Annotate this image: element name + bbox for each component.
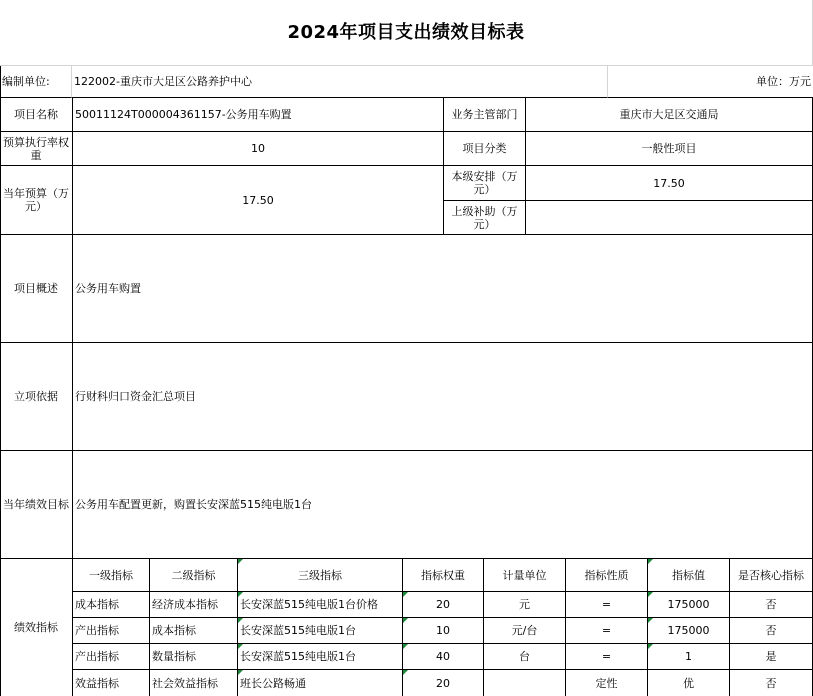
indicator-row1-value-text: 175000 bbox=[667, 598, 710, 611]
indicator-row4-level3-text: 班长公路畅通 bbox=[240, 676, 306, 690]
indicator-row4-level3 bbox=[238, 670, 403, 696]
local-allocation-value: 17.50 bbox=[526, 166, 813, 201]
indicator-row2-value-text: 175000 bbox=[667, 624, 710, 637]
comment-marker bbox=[648, 618, 653, 623]
indicator-row4-weight-text: 20 bbox=[436, 676, 450, 690]
budget-label: 当年预算（万元） bbox=[0, 166, 73, 235]
subsidy-value bbox=[526, 201, 813, 235]
indicator-header-level1: 一级指标 bbox=[73, 559, 150, 592]
overview-label: 项目概述 bbox=[0, 235, 73, 343]
indicator-row3-level1: 产出指标 bbox=[73, 644, 150, 670]
budget-value: 17.50 bbox=[73, 166, 444, 235]
indicator-row1-unit: 元 bbox=[484, 592, 566, 618]
comment-marker bbox=[648, 559, 653, 564]
indicator-header-level2: 二级指标 bbox=[150, 559, 238, 592]
overview-value: 公务用车购置 bbox=[73, 235, 813, 343]
indicator-row3-value bbox=[648, 644, 730, 670]
weight-value: 10 bbox=[73, 132, 444, 166]
comment-marker bbox=[403, 618, 408, 623]
comment-marker bbox=[648, 644, 653, 649]
unit-value: 122002-重庆市大足区公路养护中心 bbox=[72, 66, 608, 98]
indicator-header-weight: 指标权重 bbox=[403, 559, 484, 592]
indicator-row2-value bbox=[648, 618, 730, 644]
comment-marker bbox=[648, 592, 653, 597]
indicator-row4-nature: 定性 bbox=[566, 670, 648, 696]
indicator-row2-level2: 成本指标 bbox=[150, 618, 238, 644]
indicator-row2-weight-text: 10 bbox=[436, 624, 450, 637]
indicator-header-core: 是否核心指标 bbox=[730, 559, 813, 592]
indicator-row1-level3-text: 长安深蓝515纯电版1台价格 bbox=[240, 598, 378, 611]
indicator-row3-level2: 数量指标 bbox=[150, 644, 238, 670]
project-name-value: 50011124T000004361157-公务用车购置 bbox=[73, 98, 444, 132]
comment-marker bbox=[403, 670, 408, 675]
indicator-row2-core: 否 bbox=[730, 618, 813, 644]
indicator-row4-unit bbox=[484, 670, 566, 696]
indicator-header-value-text: 指标值 bbox=[672, 568, 705, 582]
basis-label: 立项依据 bbox=[0, 343, 73, 451]
indicator-row1-weight-text: 20 bbox=[436, 598, 450, 611]
comment-marker bbox=[238, 592, 243, 597]
indicator-row2-level3-text: 长安深蓝515纯电版1台 bbox=[240, 624, 356, 637]
indicator-row4-level1: 效益指标 bbox=[73, 670, 150, 696]
local-allocation-label: 本级安排（万元） bbox=[444, 166, 526, 201]
indicator-row4-level2: 社会效益指标 bbox=[150, 670, 238, 696]
indicator-header-unit: 计量单位 bbox=[484, 559, 566, 592]
indicator-row1-core: 否 bbox=[730, 592, 813, 618]
indicator-row2-weight bbox=[403, 618, 484, 644]
goal-label: 当年绩效目标 bbox=[0, 451, 73, 559]
indicator-row1-value bbox=[648, 592, 730, 618]
indicator-header-level3 bbox=[238, 559, 403, 592]
indicator-header-level3-text: 三级指标 bbox=[298, 568, 342, 582]
comment-marker bbox=[238, 644, 243, 649]
subsidy-label: 上级补助（万元） bbox=[444, 201, 526, 235]
project-name-label: 项目名称 bbox=[0, 98, 73, 132]
weight-label: 预算执行率权重 bbox=[0, 132, 73, 166]
indicator-row1-level1: 成本指标 bbox=[73, 592, 150, 618]
comment-marker bbox=[238, 670, 243, 675]
currency-unit: 单位：万元 bbox=[608, 66, 813, 98]
indicator-row1-nature: = bbox=[566, 592, 648, 618]
indicator-row1-weight bbox=[403, 592, 484, 618]
indicator-row2-nature: = bbox=[566, 618, 648, 644]
comment-marker bbox=[403, 592, 408, 597]
unit-label: 编制单位: bbox=[0, 66, 72, 98]
indicator-row3-weight bbox=[403, 644, 484, 670]
indicators-label: 绩效指标 bbox=[0, 559, 73, 696]
indicator-row1-level3 bbox=[238, 592, 403, 618]
indicator-row2-level3 bbox=[238, 618, 403, 644]
department-value: 重庆市大足区交通局 bbox=[526, 98, 813, 132]
goal-value: 公务用车配置更新，购置长安深蓝515纯电版1台 bbox=[73, 451, 813, 559]
indicator-row3-weight-text: 40 bbox=[436, 650, 450, 663]
indicator-row2-unit: 元/台 bbox=[484, 618, 566, 644]
indicator-row3-value-text: 1 bbox=[685, 650, 692, 663]
indicator-row1-level2: 经济成本指标 bbox=[150, 592, 238, 618]
indicator-row3-nature: = bbox=[566, 644, 648, 670]
comment-marker bbox=[403, 644, 408, 649]
category-label: 项目分类 bbox=[444, 132, 526, 166]
indicator-header-value bbox=[648, 559, 730, 592]
indicator-row3-core: 是 bbox=[730, 644, 813, 670]
page-title: 2024年项目支出绩效目标表 bbox=[0, 0, 813, 66]
indicator-header-nature: 指标性质 bbox=[566, 559, 648, 592]
indicator-row4-value: 优 bbox=[648, 670, 730, 696]
indicator-row3-unit: 台 bbox=[484, 644, 566, 670]
department-label: 业务主管部门 bbox=[444, 98, 526, 132]
indicator-row3-level3 bbox=[238, 644, 403, 670]
comment-marker bbox=[238, 618, 243, 623]
indicator-row3-level3-text: 长安深蓝515纯电版1台 bbox=[240, 650, 356, 663]
indicator-row2-level1: 产出指标 bbox=[73, 618, 150, 644]
comment-marker bbox=[238, 559, 243, 564]
indicator-row4-weight bbox=[403, 670, 484, 696]
basis-value: 行财科归口资金汇总项目 bbox=[73, 343, 813, 451]
category-value: 一般性项目 bbox=[526, 132, 813, 166]
indicator-row4-core: 否 bbox=[730, 670, 813, 696]
